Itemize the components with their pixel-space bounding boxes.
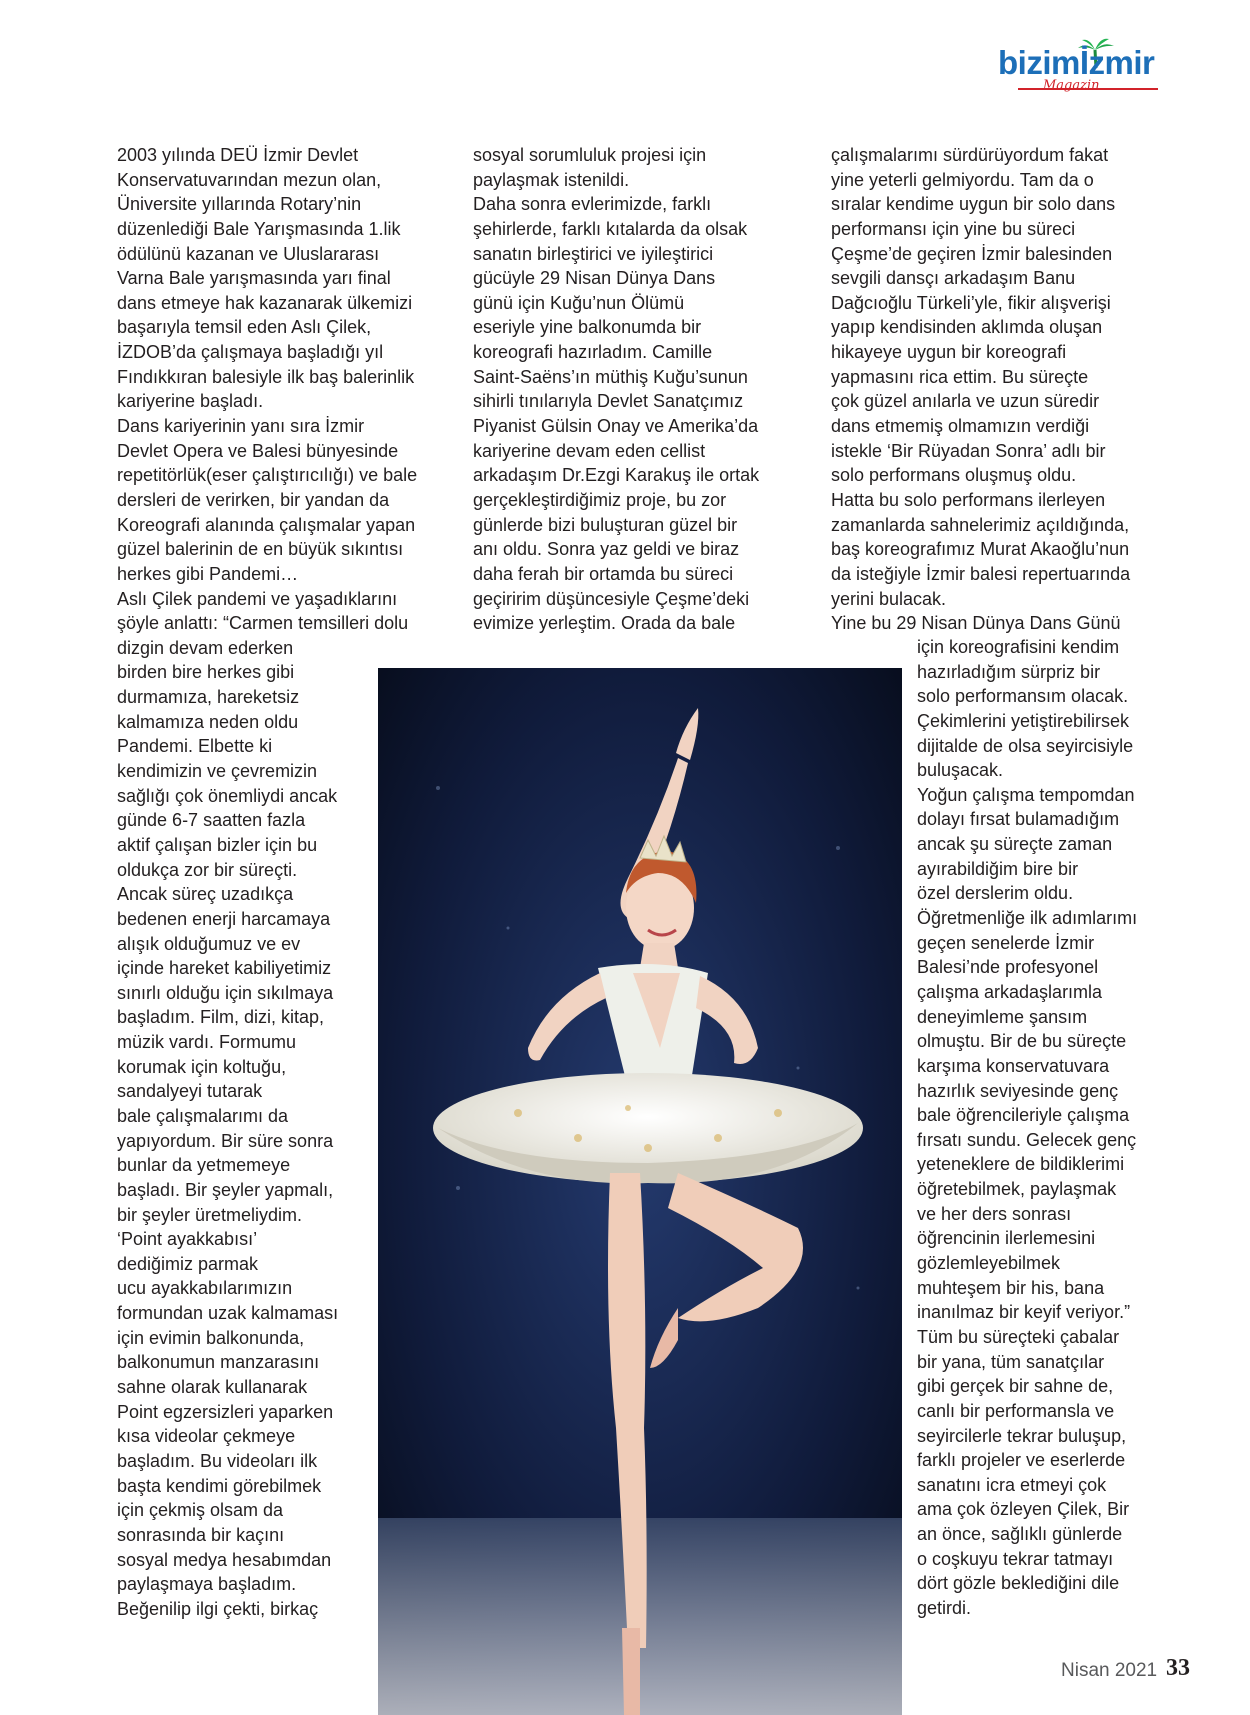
text-line: oldukça zor bir süreçti. [117, 859, 298, 880]
text-line: performansı için yine bu süreci [831, 218, 1076, 239]
text-line: şehirlerde, farklı kıtalarda da olsak [473, 218, 748, 239]
text-line: başladı. Bir şeyler yapmalı, [117, 1179, 334, 1200]
text-line: sınırlı olduğu için sıkılmaya [117, 982, 334, 1003]
text-line: içinde hareket kabiliyetimiz [117, 958, 332, 979]
text-line: Koreografi alanında çalışmalar yapan [117, 514, 416, 535]
text-line: sihirli tınılarıyla Devlet Sanatçımız [473, 391, 744, 412]
text-line: kısa videolar çekmeye [117, 1426, 296, 1447]
text-line: paylaşmaya başladım. [117, 1574, 297, 1595]
text-line: Balesi’nde profesyonel [917, 957, 1099, 978]
text-line: Öğretmenliğe ilk adımlarımı [917, 908, 1138, 929]
article-column-2 [473, 143, 759, 636]
text-line: ayırabildiğim bire bir [917, 858, 1079, 879]
text-line: an önce, sağlıklı günlerde [917, 1524, 1123, 1545]
text-line: dersleri de verirken, bir yandan da [117, 489, 390, 510]
text-line: öğrencinin ilerlemesini [917, 1228, 1096, 1249]
text-line: arkadaşım Dr.Ezgi Karakuş ile ortak [473, 465, 760, 486]
text-line: dans etmeye hak kazanarak ülkemizi [117, 292, 413, 313]
text-line: Hatta bu solo performans ilerleyen [831, 489, 1106, 510]
text-line: sağlığı çok önemliydi ancak [117, 785, 338, 806]
text-line: yapıyordum. Bir süre sonra [117, 1130, 334, 1151]
text-line: yapıp kendisinden aklımda oluşan [831, 317, 1103, 338]
text-line: başladım. Film, dizi, kitap, [117, 1007, 325, 1028]
text-line: ‘Point ayakkabısı’ [117, 1229, 258, 1250]
text-line: günde 6-7 saatten fazla [117, 810, 306, 831]
text-line: eseriyle yine balkonumda bir [473, 317, 702, 338]
text-line: Konservatuvarından mezun olan, [117, 169, 382, 190]
text-line: inanılmaz bir keyif veriyor.” [917, 1302, 1131, 1323]
text-line: yine yeterli gelmiyordu. Tam da o [831, 169, 1094, 190]
text-line: çalışmalarımı sürdürüyordum fakat [831, 145, 1109, 165]
text-line: paylaşmak istenildi. [473, 169, 630, 190]
ballerina-illustration [378, 668, 902, 1715]
text-line: sosyal medya hesabımdan [117, 1549, 332, 1570]
text-line: Dağcıoğlu Türkeli’yle, fikir alışverişi [831, 292, 1111, 313]
text-line: karşıma konservatuvara [917, 1055, 1110, 1076]
text-line: geçiririm düşüncesiyle Çeşme’deki [473, 588, 750, 609]
text-line: durmamıza, hareketsiz [117, 687, 300, 708]
text-line: İZDOB’da çalışmaya başladığı yıl [117, 342, 384, 363]
text-line: yerini bulacak. [831, 588, 947, 609]
logo-subtitle: Magazin [1043, 78, 1100, 93]
text-line: Piyanist Gülsin Onay ve Amerika’da [473, 416, 759, 437]
text-line: günlerde bizi buluşturan güzel bir [473, 514, 738, 535]
text-line: sonrasında bir kaçını [117, 1524, 285, 1545]
text-line: Varna Bale yarışmasında yarı final [117, 268, 391, 289]
text-line: repetitörlük(eser çalıştırıcılığı) ve bale [117, 465, 418, 486]
text-line: olmuştu. Bir de bu süreçte [917, 1031, 1127, 1052]
text-line: müzik vardı. Formumu [117, 1032, 297, 1053]
text-line: öğretebilmek, paylaşmak [917, 1179, 1117, 1200]
text-line: kariyerine devam eden cellist [473, 440, 706, 461]
article-column-3-top [831, 143, 1130, 636]
text-line: getirdi. [917, 1597, 972, 1618]
text-line: kendimizin ve çevremizin [117, 761, 318, 782]
logo-wordmark: bizimİzmir [998, 44, 1155, 81]
text-line: Çeşme’de geçiren İzmir balesinden [831, 243, 1113, 264]
text-line: yeteneklere de bildiklerimi [917, 1154, 1125, 1175]
text-line: bir şeyler üretmeliydim. [117, 1204, 303, 1225]
text-line: herkes gibi Pandemi… [117, 563, 299, 584]
text-line: Beğenilip ilgi çekti, birkaç [117, 1598, 319, 1619]
text-line: sanatın birleştirici ve iyileştirici [473, 243, 714, 264]
ballerina-photo [378, 668, 902, 1715]
text-line: bale öğrencileriyle çalışma [917, 1105, 1130, 1126]
text-line: için koreografisini kendim [917, 637, 1120, 657]
text-line: birden bire herkes gibi [117, 662, 295, 683]
text-line: ancak şu süreçte zaman [917, 834, 1113, 855]
text-line: hikayeye uygun bir koreografi [831, 342, 1067, 363]
text-line: gerçekleştirdiğimiz proje, bu zor [473, 489, 727, 510]
text-line: Pandemi. Elbette ki [117, 736, 273, 757]
text-line: ucu ayakkabılarımızın [117, 1278, 293, 1299]
text-line: evimize yerleştim. Orada da bale [473, 613, 736, 634]
text-line: zamanlarda sahnelerimiz açıldığında, [831, 514, 1130, 535]
text-line: Point egzersizleri yaparken [117, 1401, 334, 1422]
text-line: alışık olduğumuz ve ev [117, 933, 301, 954]
magazine-logo [998, 38, 1168, 100]
text-line: solo performans oluşmuş oldu. [831, 465, 1077, 486]
text-line: Yine bu 29 Nisan Dünya Dans Günü [831, 613, 1121, 634]
text-line: sevgili dansçı arkadaşım Banu [831, 268, 1076, 289]
text-line: Dans kariyerinin yanı sıra İzmir [117, 416, 365, 437]
text-line: Tüm bu süreçteki çabalar [917, 1326, 1120, 1347]
text-line: başarıyla temsil eden Aslı Çilek, [117, 317, 372, 338]
article-column-1 [117, 143, 417, 1621]
text-line: kalmamıza neden oldu [117, 711, 299, 732]
text-line: çalışma arkadaşlarımla [917, 981, 1103, 1002]
text-line: Saint-Saëns’ın müthiş Kuğu’sunun [473, 366, 748, 387]
issue-date: Nisan 2021 [1061, 1660, 1158, 1681]
text-line: koreografi hazırladım. Camille [473, 342, 713, 363]
text-line: dört gözle beklediğini dile [917, 1573, 1120, 1594]
text-line: balkonumun manzarasını [117, 1352, 320, 1373]
text-line: gözlemleyebilmek [917, 1253, 1061, 1274]
text-line: 2003 yılında DEÜ İzmir Devlet [117, 145, 359, 165]
text-line: formundan uzak kalmaması [117, 1303, 339, 1324]
text-line: şöyle anlattı: “Carmen temsilleri dolu [117, 613, 409, 634]
text-line: Aslı Çilek pandemi ve yaşadıklarını [117, 588, 398, 609]
text-line: deneyimleme şansım [917, 1006, 1088, 1027]
text-line: dans etmemiş olmamızın verdiği [831, 416, 1090, 437]
text-line: Çekimlerini yetiştirebilirsek [917, 710, 1130, 731]
text-line: gibi gerçek bir sahne de, [917, 1376, 1114, 1397]
text-line: Fındıkkıran balesiyle ilk baş balerinlik [117, 366, 415, 387]
article-column-3-bottom [917, 635, 1137, 1621]
text-line: bunlar da yetmemeye [117, 1155, 291, 1176]
text-line: gücüyle 29 Nisan Dünya Dans [473, 268, 716, 289]
text-line: sıralar kendime uygun bir solo dans [831, 194, 1116, 215]
text-line: bale çalışmalarımı da [117, 1105, 289, 1126]
text-line: korumak için koltuğu, [117, 1056, 287, 1077]
text-line: başladım. Bu videoları ilk [117, 1450, 318, 1471]
text-line: sosyal sorumluluk projesi için [473, 145, 707, 165]
text-line: bedenen enerji harcamaya [117, 908, 331, 929]
text-line: günü için Kuğu’nun Ölümü [473, 292, 685, 313]
text-line: buluşacak. [917, 760, 1004, 781]
text-line: hazırlık seviyesinde genç [917, 1080, 1119, 1101]
text-line: başta kendimi görebilmek [117, 1475, 322, 1496]
text-line: fırsatı sundu. Gelecek genç [917, 1129, 1137, 1150]
text-line: anı oldu. Sonra yaz geldi ve biraz [473, 539, 740, 560]
text-line: Devlet Opera ve Balesi bünyesinde [117, 440, 399, 461]
text-line: dediğimiz parmak [117, 1253, 259, 1274]
text-line: yapmasını rica ettim. Bu süreçte [831, 366, 1089, 387]
text-line: daha ferah bir ortamda bu süreci [473, 563, 734, 584]
text-line: farklı projeler ve eserlerde [917, 1450, 1126, 1471]
text-line: dijitalde de olsa seyircisiyle [917, 735, 1134, 756]
text-line: baş koreografımız Murat Akaoğlu’nun [831, 539, 1130, 560]
text-line: sandalyeyi tutarak [117, 1081, 263, 1102]
text-line: seyircilerle tekrar buluşup, [917, 1425, 1127, 1446]
page-number: 33 [1166, 1655, 1190, 1681]
text-line: geçen senelerde İzmir [917, 932, 1095, 953]
text-line: Daha sonra evlerimizde, farklı [473, 194, 712, 215]
text-line: hazırladığım sürpriz bir [917, 661, 1101, 682]
text-line: dizgin devam ederken [117, 637, 294, 658]
text-line: güzel balerinin de en büyük sıkıntısı [117, 539, 404, 560]
text-line: düzenlediği Bale Yarışmasında 1.lik [117, 218, 401, 239]
text-line: Üniversite yıllarında Rotary’nin [117, 194, 362, 215]
text-line: çok güzel anılarla ve uzun süredir [831, 391, 1100, 412]
text-line: solo performansım olacak. [917, 686, 1129, 707]
text-line: da isteğiyle İzmir balesi repertuarında [831, 563, 1131, 584]
text-line: için çekmiş olsam da [117, 1500, 284, 1521]
text-line: muhteşem bir his, bana [917, 1277, 1105, 1298]
text-line: aktif çalışan bizler için bu [117, 834, 318, 855]
text-line: ama çok özleyen Çilek, Bir [917, 1499, 1130, 1520]
text-line: sanatını icra etmeyi çok [917, 1474, 1107, 1495]
text-line: için evimin balkonunda, [117, 1327, 305, 1348]
text-line: dolayı fırsat bulamadığım [917, 809, 1120, 830]
text-line: bir yana, tüm sanatçılar [917, 1351, 1105, 1372]
text-line: kariyerine başladı. [117, 391, 264, 412]
text-line: ödülünü kazanan ve Uluslararası [117, 243, 380, 264]
text-line: o coşkuyu tekrar tatmayı [917, 1548, 1114, 1569]
text-line: istekle ‘Bir Rüyadan Sonra’ adlı bir [831, 440, 1106, 461]
text-line: Yoğun çalışma tempomdan [917, 784, 1135, 805]
text-line: özel derslerim oldu. [917, 883, 1074, 904]
text-line: sahne olarak kullanarak [117, 1377, 308, 1398]
text-line: Ancak süreç uzadıkça [117, 884, 294, 905]
text-line: ve her ders sonrası [917, 1203, 1072, 1224]
text-line: canlı bir performansla ve [917, 1400, 1115, 1421]
